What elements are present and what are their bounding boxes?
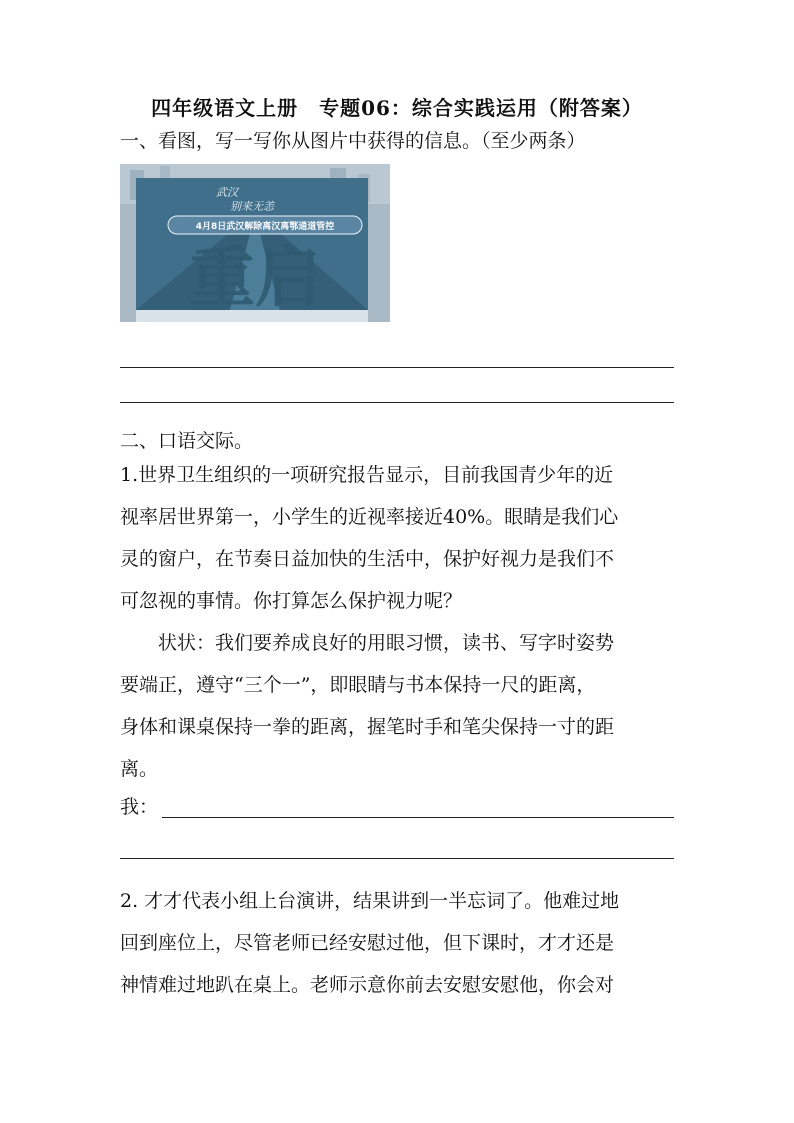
wuhan-restart-illustration xyxy=(120,164,390,322)
answer-line-2[interactable] xyxy=(120,402,674,403)
question-2-paragraph xyxy=(120,880,676,1006)
question-2-line: 2. 才才代表小组上台演讲，结果讲到一半忘词了。他难过地 xyxy=(120,890,620,912)
question-2-line: 神情难过地趴在桌上。老师示意你前去安慰安慰他，你会对 xyxy=(120,974,615,996)
question-1-line: 1.世界卫生组织的一项研究报告显示，目前我国青少年的近 xyxy=(120,464,614,486)
me-answer-label: 我： xyxy=(120,796,159,818)
example-answer-line: 状状：我们要养成良好的用眼习惯，读书、写字时姿势 xyxy=(158,632,615,654)
question-1-line: 可忽视的事情。你打算怎么保护视力呢？ xyxy=(120,590,463,612)
me-answer-line-2[interactable] xyxy=(120,858,674,859)
wuhan-restart-image xyxy=(120,164,390,322)
image-caption-line2: 别来无恙 xyxy=(230,200,274,213)
example-answer-paragraph xyxy=(120,622,676,790)
question-1-paragraph xyxy=(120,454,676,622)
example-answer-line: 离。 xyxy=(120,758,159,780)
image-big-text: 重启 xyxy=(189,239,321,316)
section1-heading: 一、看图，写一写你从图片中获得的信息。（至少两条） xyxy=(120,130,586,152)
image-caption-line1: 武汉 xyxy=(216,186,238,199)
me-answer-line[interactable] xyxy=(162,817,674,818)
question-1-line: 灵的窗户，在节奏日益加快的生活中，保护好视力是我们不 xyxy=(120,548,615,570)
page-title: 四年级语文上册 专题06：综合实践运用（附答案） xyxy=(151,96,643,120)
example-answer-line: 身体和课桌保持一拳的距离，握笔时手和笔尖保持一寸的距 xyxy=(120,716,615,738)
example-answer-line: 要端正，遵守“三个一”，即眼睛与书本保持一尺的距离， xyxy=(120,674,596,696)
question-2-line: 回到座位上，尽管老师已经安慰过他，但下课时，才才还是 xyxy=(120,932,615,954)
image-banner-text: 4月8日武汉解除离汉离鄂通道管控 xyxy=(195,222,335,232)
question-1-line: 视率居世界第一，小学生的近视率接近40%。眼睛是我们心 xyxy=(120,506,619,528)
answer-line-1[interactable] xyxy=(120,367,674,368)
section2-heading: 二、口语交际。 xyxy=(120,430,254,452)
